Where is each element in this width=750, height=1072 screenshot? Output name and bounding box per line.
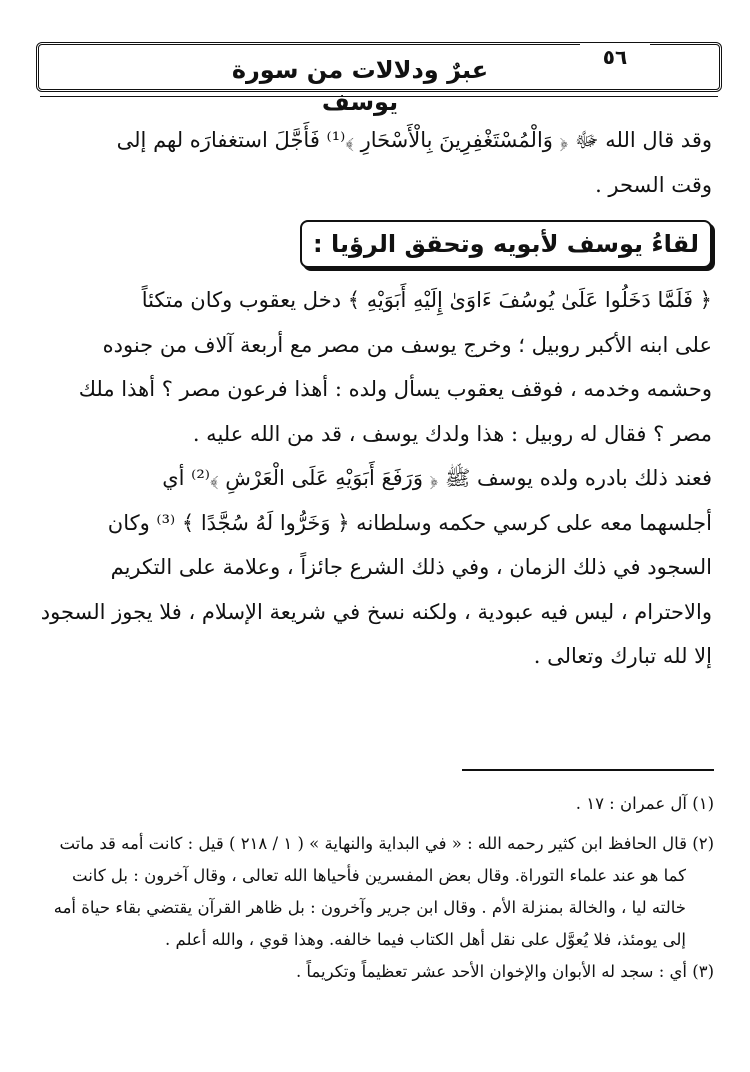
text-line: أجلسهما معه على كرسي حكمه وسلطانه ﴿ وَخَرُّوا لَهُ سُجَّدًا ﴾ ⁽³⁾ وكان [107, 510, 712, 535]
text-line: والاحترام ، ليس فيه عبودية ، ولكنه نسخ في شريعة الإسلام ، فلا يجوز السجود [40, 599, 712, 624]
footnote-2-cont: خالته ليا ، والخالة بمنزلة الأم . وقال ابن جرير وآخرون : بل ظاهر القرآن يقتضي بقاء حياة أمه [53, 898, 686, 917]
footnote-2-cont: كما هو عند علماء التوراة. وقال بعض المفسرين فأحياها الله تعالى ، وقال آخرون : بل كانت [72, 866, 686, 885]
section-heading: لقاءُ يوسف لأبويه وتحقق الرؤيا : [313, 230, 699, 258]
footnote-separator [462, 769, 714, 771]
footnote-2: (٢) قال الحافظ ابن كثير رحمه الله : « في البداية والنهاية » ( ١ / ٢١٨ ) قيل : كانت أمه قد ماتت [59, 834, 714, 853]
running-title: عبرٌ ودلالات من سورة يوسف [231, 56, 489, 116]
text-line: فعند ذلك بادره ولده يوسف ﷺ ﴿ وَرَفَعَ أَبَوَيْهِ عَلَى الْعَرْشِ ﴾⁽²⁾ أي [162, 466, 712, 490]
footnote-1: (١) آل عمران : ١٧ . [575, 794, 714, 813]
page-number: ٥٦ [580, 44, 650, 70]
main-paragraph [36, 278, 712, 679]
text-line: على ابنه الأكبر روبيل ؛ وخرج يوسف من مصر مع أربعة آلاف من جنوده [102, 332, 712, 357]
footnote-3: (٣) أي : سجد له الأبوان والإخوان الأحد عشر تعظيماً وتكريماً . [295, 962, 714, 981]
text-line: السجود في ذلك الزمان ، وفي ذلك الشرع جائزاً ، وعلامة على التكريم [110, 555, 712, 579]
text-line: مصر ؟ فقال له روبيل : هذا ولدك يوسف ، قد من الله عليه . [192, 421, 712, 446]
text-line: وحشمه وخدمه ، فوقف يعقوب يسأل ولده : أهذا فرعون مصر ؟ أهذا ملك [78, 377, 712, 401]
intro-paragraph [36, 118, 712, 208]
text-line: وقت السحر . [595, 173, 712, 197]
footnote-2-cont: إلى يومئذ، فلا يُعوَّل على نقل أهل الكتاب فيما خالفه. وهذا قوي ، والله أعلم . [165, 930, 686, 949]
text-line: ﴿ فَلَمَّا دَخَلُوا عَلَىٰ يُوسُفَ ءَاوَىٰ إِلَيْهِ أَبَوَيْهِ ﴾ دخل يعقوب وكان متكئاً [141, 288, 712, 312]
text-line: إلا لله تبارك وتعالى . [533, 644, 712, 668]
section-heading-box [300, 220, 712, 268]
text-line: وقد قال الله ﷻ ﴿ وَالْمُسْتَغْفِرِينَ بِالْأَسْحَارِ ﴾⁽¹⁾ فَأَجَّلَ استغفارَه لهم إلى [116, 128, 712, 152]
footnotes [36, 788, 714, 988]
